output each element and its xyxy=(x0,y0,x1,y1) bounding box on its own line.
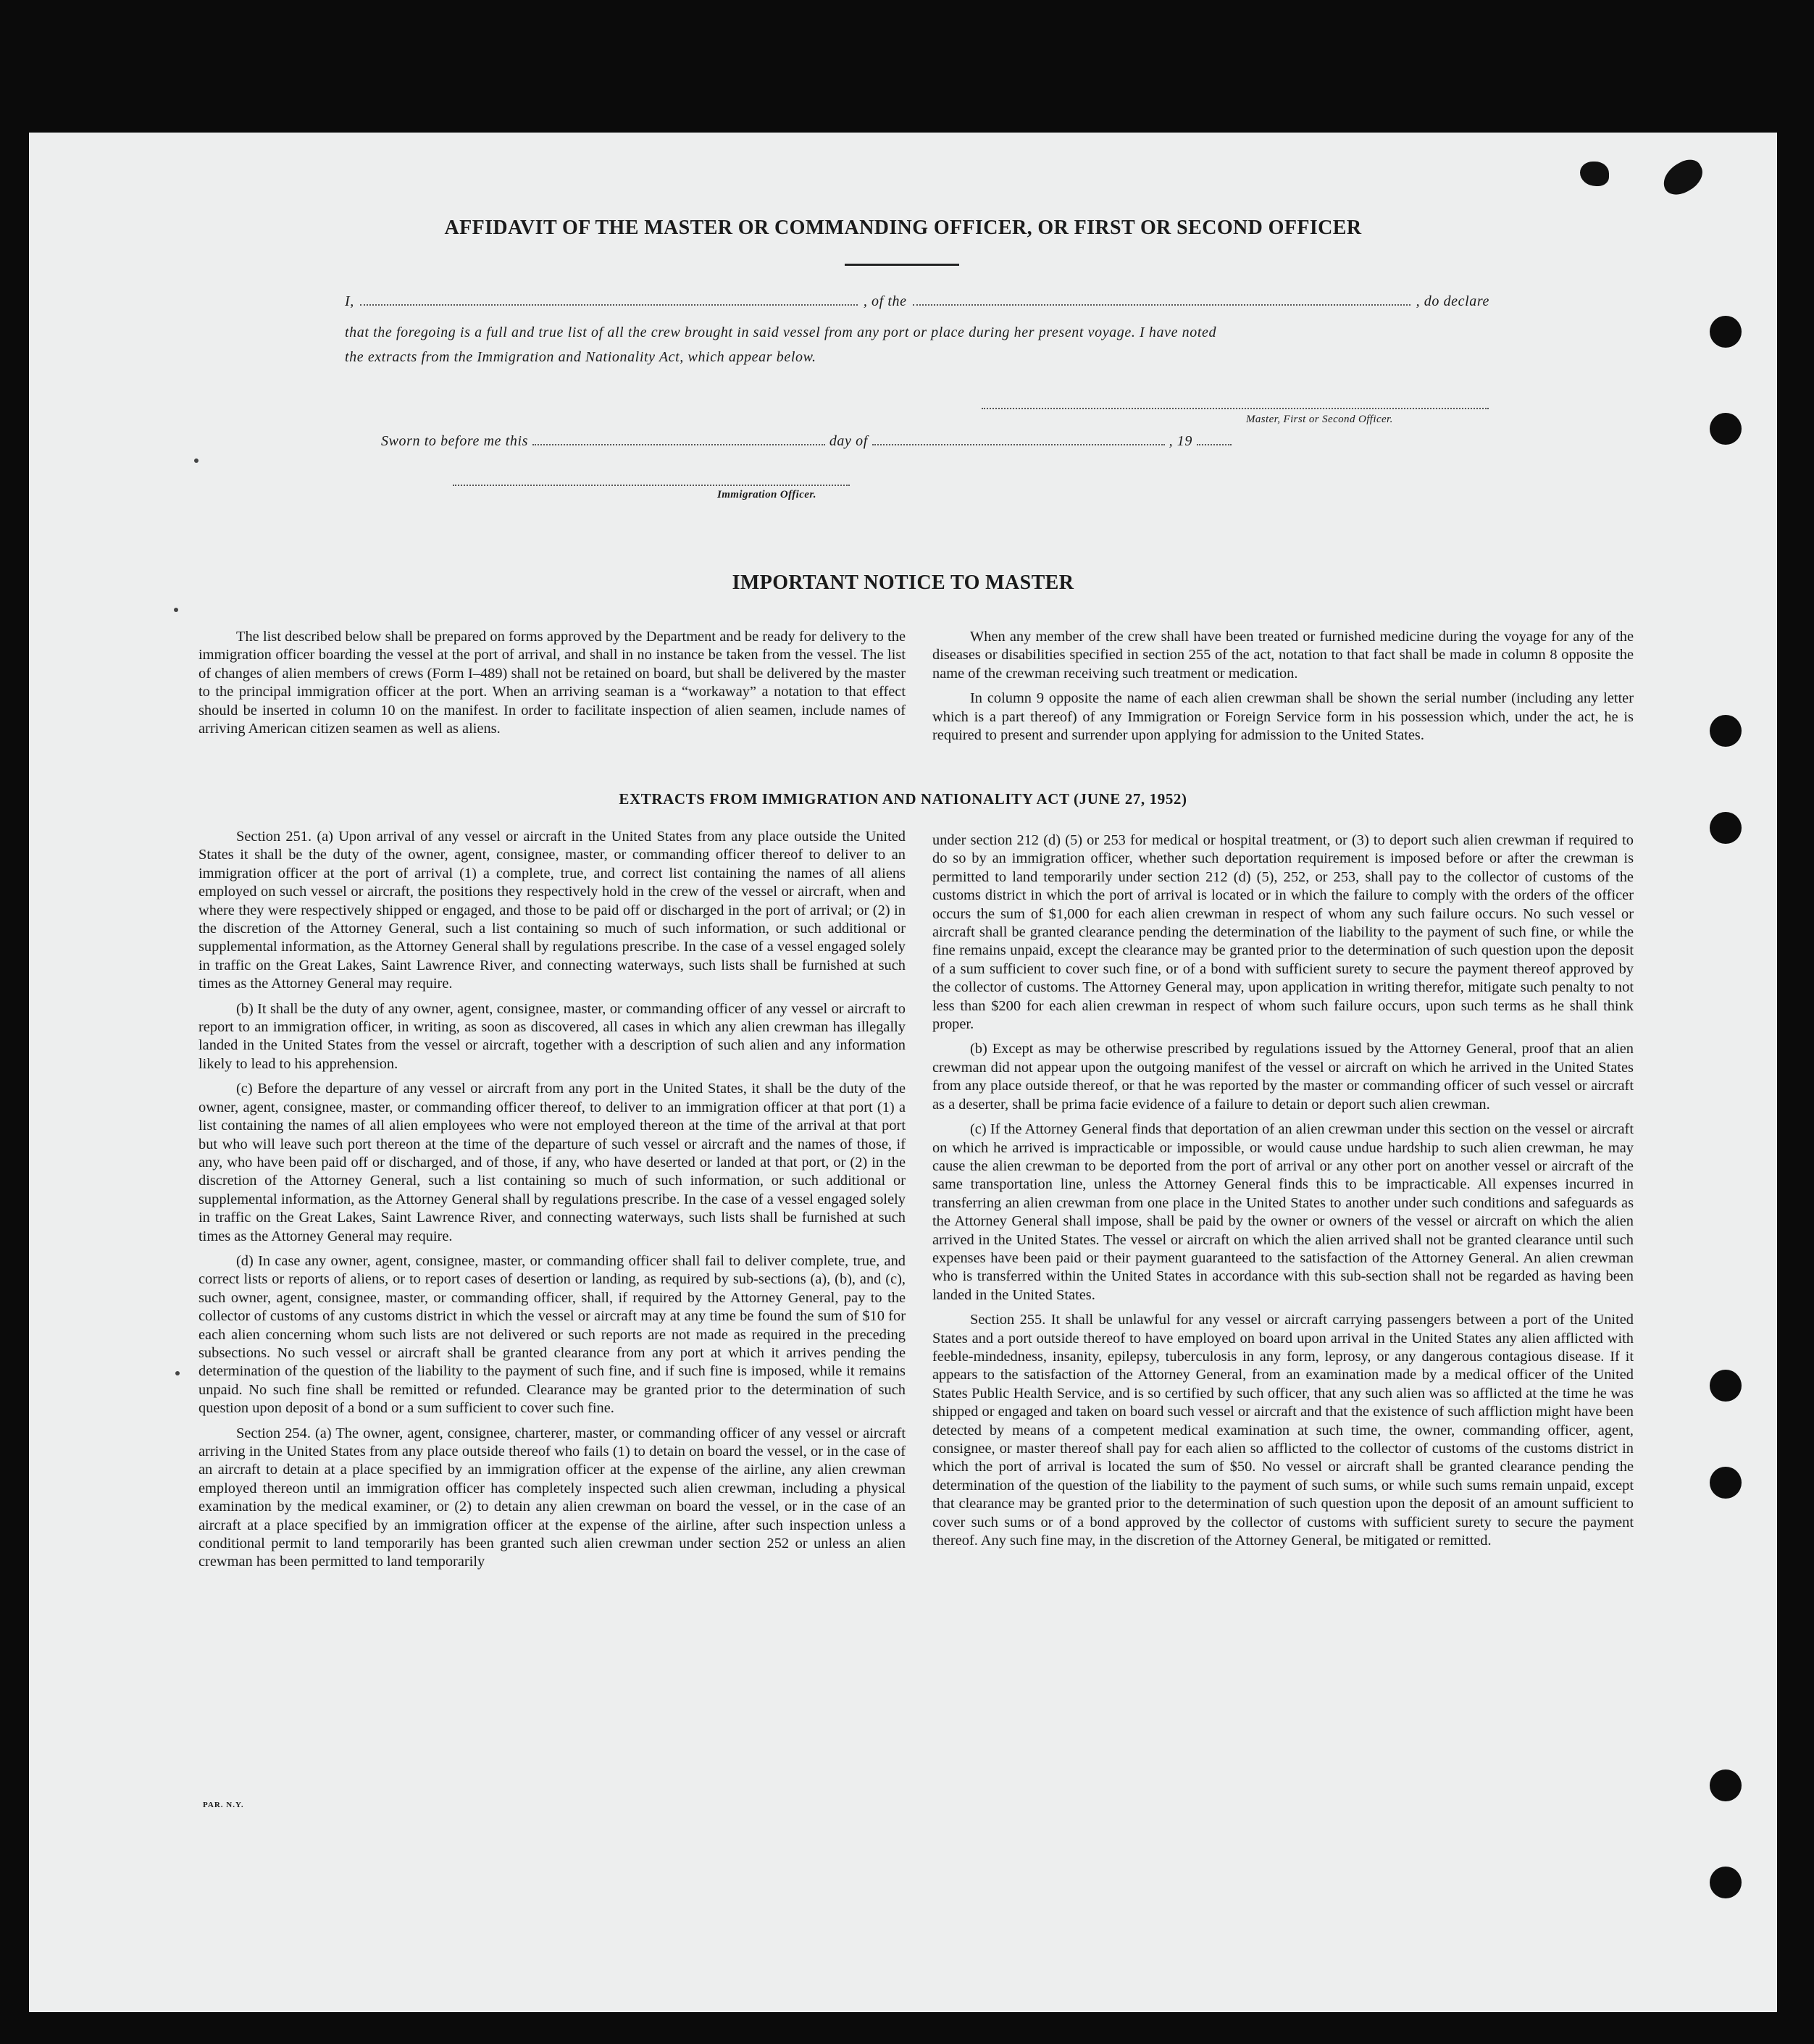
decl-i: I, xyxy=(345,293,354,309)
ink-blot xyxy=(1658,155,1708,201)
punch-hole xyxy=(1710,1769,1742,1801)
name-blank xyxy=(360,294,858,306)
section-254-a-cont: under section 212 (d) (5) or 253 for medical or hospital treatment, or (3) to deport such alien crewman if required to do so by an immigration officer, whether such deportation requirement is imposed before or after the crewman is permitted to land temporarily under section 212 (d) (5), 252, or 253, shall pay to the collector of customs of the customs district in which the port of arrival is located or in which the failure to comply with the orders of the officer occurs the sum of $1,000 for each alien crewman in respect of whom any such failure occurs. No such vessel or aircraft shall be granted clearance pending the determination of the liability to the payment of such fine, or while the fine remains unpaid, except the clearance may be granted prior to the determination of such question upon the deposit of a sum sufficient to cover such fine, or of a bond with sufficient surety to secure the payment thereof approved by the collector of customs. The Attorney General may, upon application in writing therefor, mitigate such penalty to not less than $200 for each alien crewman in respect of whom such failure occurs, upon such terms as he shall think proper. xyxy=(932,832,1634,1033)
notice-paragraph: When any member of the crew shall have been treated or furnished medicine during the voyage for any of the diseases or disabilities specified in section 255 of the act, notation to that fact shall be made in column 8 opposite the name of the crewman receiving such treatment or medication. xyxy=(932,629,1634,682)
notice-paragraph: In column 9 opposite the name of each alien crewman shall be shown the serial number (including any letter which is a part thereof) of any Immigration or Foreign Service form in his possession which, under the act, he is required to present and surrender upon applying for admission to the United States. xyxy=(932,690,1634,744)
notice-paragraph: The list described below shall be prepared on forms approved by the Department and be ready for delivery to the immigration officer boarding the vessel at the port of arrival, and shall in no instance be taken from the vessel. The list of changes of alien members of crews (Form I–489) shall not be retained on board, but shall be delivered by the master to the principal immigration officer at the port. When an arriving seaman is a “workaway” a notation to that effect should be inserted in column 10 on the manifest. In order to facilitate inspection of alien seamen, include names of arriving American citizen seamen as well as aliens. xyxy=(198,629,906,737)
affidavit-title: AFFIDAVIT OF THE MASTER OR COMMANDING OFFICER, OR FIRST OR SECOND OFFICER xyxy=(444,217,1362,239)
section-251-b: (b) It shall be the duty of any owner, agent, consignee, master, or commanding officer of any vessel or aircraft to report to an immigration officer, in writing, as soon as discovered, all cases in which any alien crewman has illegally landed in the United States from the vessel or aircraft, together with a description of such alien and any information likely to lead to his apprehension. xyxy=(198,1000,906,1072)
document-page xyxy=(29,133,1777,2012)
ink-speck xyxy=(194,458,198,463)
section-251-c: (c) Before the departure of any vessel or aircraft from any port in the United States, it shall be the duty of the owner, agent, consignee, master, or commanding officer thereof, to deliver to an immigration officer at that port (1) a list containing the names of all alien employees who were not employed thereon at the time of the arrival at that port but who will leave such port thereon at the time of the departure of such vessel or aircraft and the names of those, if any, who have been paid off or discharged, and of those, if any, who have deserted or landed at that port, or (2) in the discretion of the Attorney General, such a list containing so much of such information, or such additional or supplemental information, as the Attorney General shall by regulations prescribe. In the case of a vessel engaged solely in traffic on the Great Lakes, Saint Lawrence River, and connecting waterways, such lists shall be furnished at such times as the Attorney General may require. xyxy=(198,1081,906,1244)
decl-of-the: , of the xyxy=(863,293,907,309)
section-254-a: Section 254. (a) The owner, agent, consignee, charterer, master, or commanding officer of any vessel or aircraft arriving in the United States from any place outside thereof who fails (1) to detain on board the vessel, or in the case of an aircraft to detain at a place specified by an immigration officer at the expense of the airline, any alien crewman employed thereon until an immigration officer has completely inspected such alien crewman, including a physical examination by the medical examiner, or (2) to detain any alien crewman on board the vessel, or in the case of an aircraft at a place specified by an immigration officer at the expense of the airline, after such inspection unless a conditional permit to land temporarily has been granted such alien crewman under section 252 or unless an alien crewman has been permitted to land temporarily xyxy=(198,1425,906,1570)
notice-left-column xyxy=(198,628,906,745)
extracts-right-column xyxy=(932,832,1634,1557)
section-254-c: (c) If the Attorney General finds that deportation of an alien crewman under this section on the vessel or aircraft on which he arrived is impracticable or impossible, or would cause undue hardship to such alien crewman, he may cause the alien crewman to be deported from the port of arrival or any other port on another vessel or aircraft of the same transportation line, unless the Attorney General finds this to be impracticable. All expenses incurred in transferring an alien crewman from one place in the United States to another under such conditions and safeguards as the Attorney General shall impose, shall be paid by the owner or owners of the vessel or aircraft on which the alien arrived in the United States. The vessel or aircraft on which the alien arrived shall not be granted clearance until such expenses have been paid or their payment guaranteed to the satisfaction of the Attorney General. An alien crewman who is transferred within the United States in accordance with this sub-section shall not be regarded as having been landed in the United States. xyxy=(932,1121,1634,1303)
officer-signature-line xyxy=(453,485,850,486)
extracts-left-column xyxy=(198,828,906,1578)
declaration-line-2: that the foregoing is a full and true list of all the crew brought in said vessel from any port or place during her present voyage. I have noted xyxy=(345,324,1217,340)
day-blank xyxy=(532,434,825,445)
punch-hole xyxy=(1710,715,1742,747)
master-signature-caption: Master, First or Second Officer. xyxy=(1246,414,1393,425)
notice-right-column xyxy=(932,628,1634,751)
punch-hole xyxy=(1710,413,1742,445)
section-251-d: (d) In case any owner, agent, consignee, master, or commanding officer shall fail to deliver complete, true, and correct lists or reports of aliens, or to report cases of desertion or landing, as required by sub-sections (a), (b), and (c), such owner, agent, consignee, master, or commanding officer, shall, if required by the Attorney General, pay to the collector of customs of any customs district in which the vessel or aircraft may at any time be found the sum of $10 for each alien concerning whom such lists are not delivered or such reports are not made as required in the preceding subsections. No such vessel or aircraft shall be granted clearance from any port at which it arrives pending the determination of the question of the liability to the payment of such fine, and if such fine is imposed, while it remains unpaid. No such fine shall be remitted or refunded. Clearance may be granted prior to the determination of such question upon deposit of a bond or a sum sufficient to cover such fine. xyxy=(198,1252,906,1417)
punch-hole xyxy=(1710,1467,1742,1499)
section-255: Section 255. It shall be unlawful for any vessel or aircraft carrying passengers between a port of the United States and a port outside thereof to have employed on board upon arrival in the United States any alien afflicted with feeble-mindedness, insanity, epilepsy, tuberculosis in any form, leprosy, or any dangerous contagious disease. If it appears to the satisfaction of the Attorney General, from an examination made by a medical officer of the United States Public Health Service, and is so certified by such officer, that any such alien was so afflicted at the time he was shipped or engaged and taken on board such vessel or aircraft and that the existence of such affliction might have been detected by means of a competent medical examination at such time, the owner, commanding officer, agent, consignee, or master thereof shall pay for each alien so afflicted to the collector of customs of the customs district in which the port of arrival is located the sum of $50. No vessel or aircraft shall be granted clearance pending the determination of the question of the liability to the payment of such sums, or while such sums remain unpaid, except that clearance may be granted prior to the determination of such question upon the deposit of an amount sufficient to cover such sums or of a bond approved by the collector of customs with sufficient surety to secure the payment thereof. Any such fine may, in the discretion of the Attorney General, be mitigated or remitted. xyxy=(932,1312,1634,1549)
notice-title: IMPORTANT NOTICE TO MASTER xyxy=(732,571,1074,594)
decl-do-declare: , do declare xyxy=(1416,293,1490,309)
vessel-blank xyxy=(913,294,1410,306)
section-251-a: Section 251. (a) Upon arrival of any vessel or aircraft in the United States from any place outside the United States it shall be the duty of the owner, agent, consignee, master, or commanding officer thereof to deliver to an immigration officer at the port of arrival (1) a complete, true, and correct list containing the names of all aliens employed on such vessel or aircraft, the positions they respectively hold in the crew of the vessel or aircraft, when and where they were respectively shipped or engaged, and those to be paid off or discharged in the port of arrival; or (2) in the discretion of the Attorney General, such a list containing so much of such information, or such additional or supplemental information, as the Attorney General shall by regulations prescribe. In the case of a vessel engaged solely in traffic on the Great Lakes, Saint Lawrence River, and connecting waterways, such lists shall be furnished at such times as the Attorney General may require. xyxy=(198,829,906,992)
master-signature-line xyxy=(982,408,1489,409)
punch-hole xyxy=(1710,316,1742,348)
month-blank xyxy=(872,434,1165,445)
ink-speck xyxy=(175,1371,180,1375)
ink-blot xyxy=(1580,162,1609,186)
officer-signature-caption: Immigration Officer. xyxy=(717,489,816,500)
sworn-year: , 19 xyxy=(1169,433,1193,449)
section-254-b: (b) Except as may be otherwise prescribed by regulations issued by the Attorney General, proof that an alien crewman did not appear upon the outgoing manifest of the vessel or aircraft on which he arrived in the United States from any place outside thereof, or that he was reported by the master or commanding officer of such vessel or aircraft as a deserter, shall be prima facie evidence of a failure to detain or deport such alien crewman. xyxy=(932,1041,1634,1113)
extracts-title: EXTRACTS FROM IMMIGRATION AND NATIONALITY ACT (JUNE 27, 1952) xyxy=(619,790,1187,808)
sworn-prefix: Sworn to before me this xyxy=(381,433,529,449)
sworn-day-of: day of xyxy=(829,433,868,449)
punch-hole xyxy=(1710,1867,1742,1898)
year-blank xyxy=(1197,434,1232,445)
declaration-line-3: the extracts from the Immigration and Nationality Act, which appear below. xyxy=(345,349,816,365)
punch-hole xyxy=(1710,1370,1742,1402)
punch-hole xyxy=(1710,812,1742,844)
sworn-line xyxy=(381,433,1236,450)
printer-mark: PAR. N.Y. xyxy=(203,1801,244,1809)
title-rule xyxy=(845,264,959,266)
declaration-line-1 xyxy=(345,293,1489,310)
ink-speck xyxy=(174,608,178,612)
